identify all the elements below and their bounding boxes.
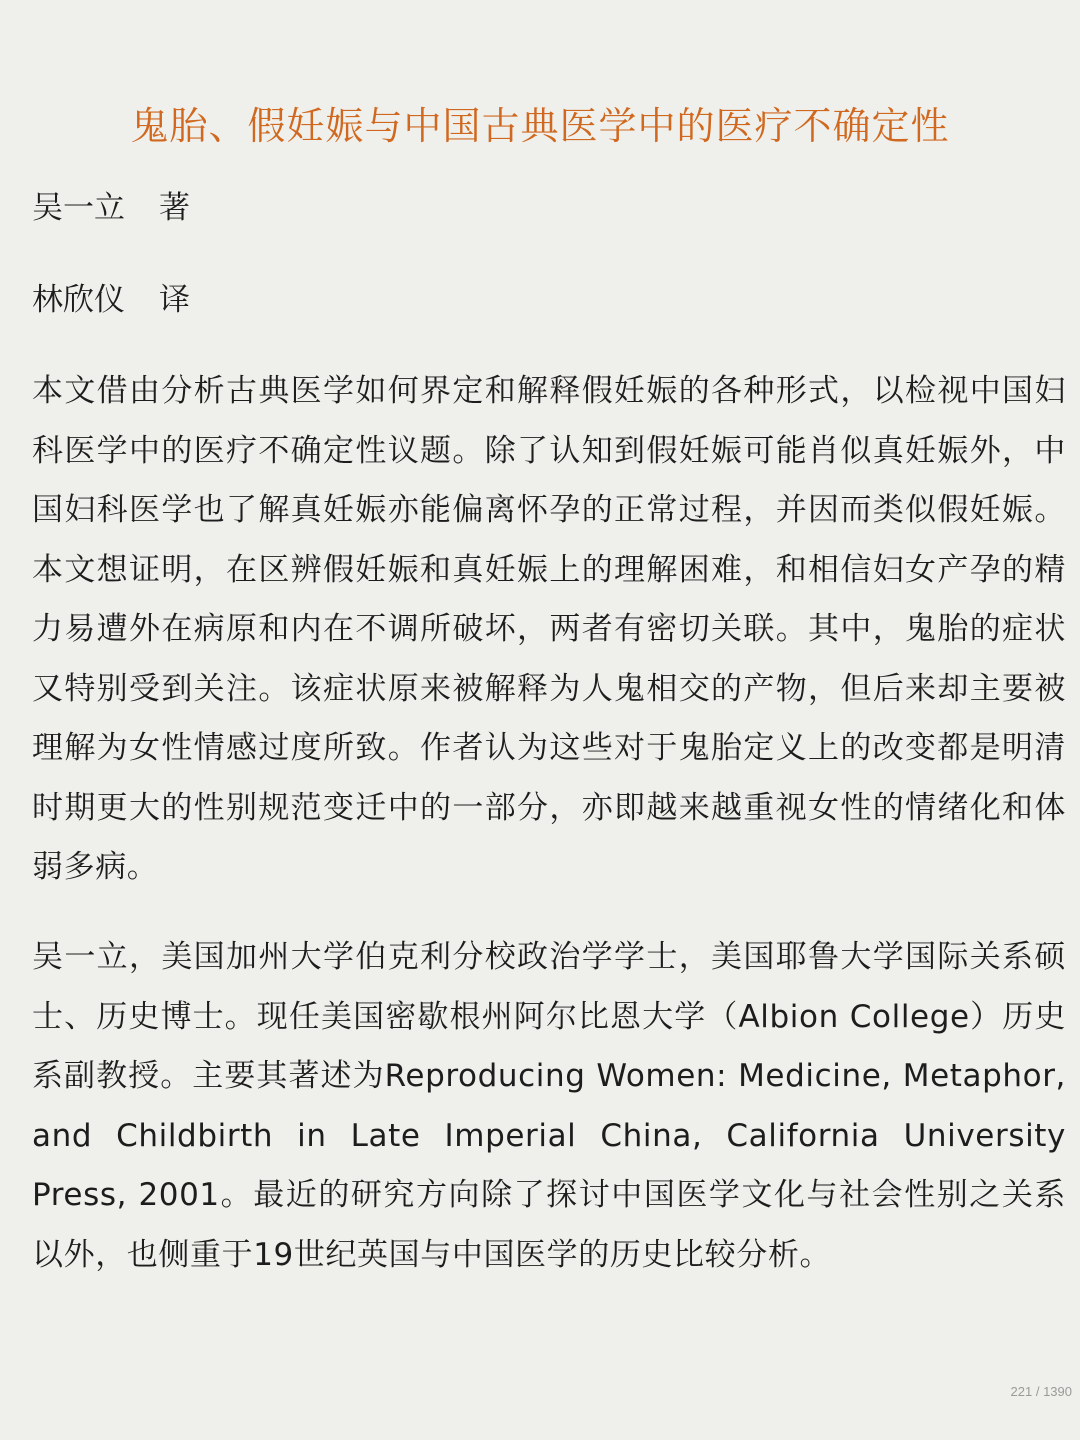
document-title: 鬼胎、假妊娠与中国古典医学中的医疗不确定性 (130, 104, 950, 148)
author-name: 吴一立 (32, 190, 125, 226)
translator-line (32, 278, 190, 322)
page-indicator: 221 / 1390 (1010, 1384, 1072, 1399)
translator-role: 译 (159, 282, 190, 318)
abstract-paragraph: 本文借由分析古典医学如何界定和解释假妊娠的各种形式，以检视中国妇科医学中的医疗不确定性议题。除了认知到假妊娠可能肖似真妊娠外，中国妇科医学也了解真妊娠亦能偏离怀孕的正常过程，并因而类似假妊娠。本文想证明，在区辨假妊娠和真妊娠上的理解困难，和相信妇女产孕的精力易遭外在病原和内在不调所破坏，两者有密切关联。其中，鬼胎的症状又特别受到关注。该症状原来被解释为人鬼相交的产物，但后来却主要被理解为女性情感过度所致。作者认为这些对于鬼胎定义上的改变都是明清时期更大的性别规范变迁中的一部分，亦即越来越重视女性的情绪化和体弱多病。 (32, 373, 1066, 885)
author-bio-paragraph: 吴一立，美国加州大学伯克利分校政治学学士，美国耶鲁大学国际关系硕士、历史博士。现任美国密歇根州阿尔比恩大学（Albion College）历史系副教授。主要其著述为Reproducing Women: Medicine, Metaphor, and Childbirth in Late Imperial China, California University Press, 2001。最近的研究方向除了探讨中国医学文化与社会性别之关系以外，也侧重于19世纪英国与中国医学的历史比较分析。 (32, 939, 1066, 1273)
author-role: 著 (159, 190, 190, 226)
translator-name: 林欣仪 (32, 282, 125, 318)
author-line (32, 186, 190, 230)
